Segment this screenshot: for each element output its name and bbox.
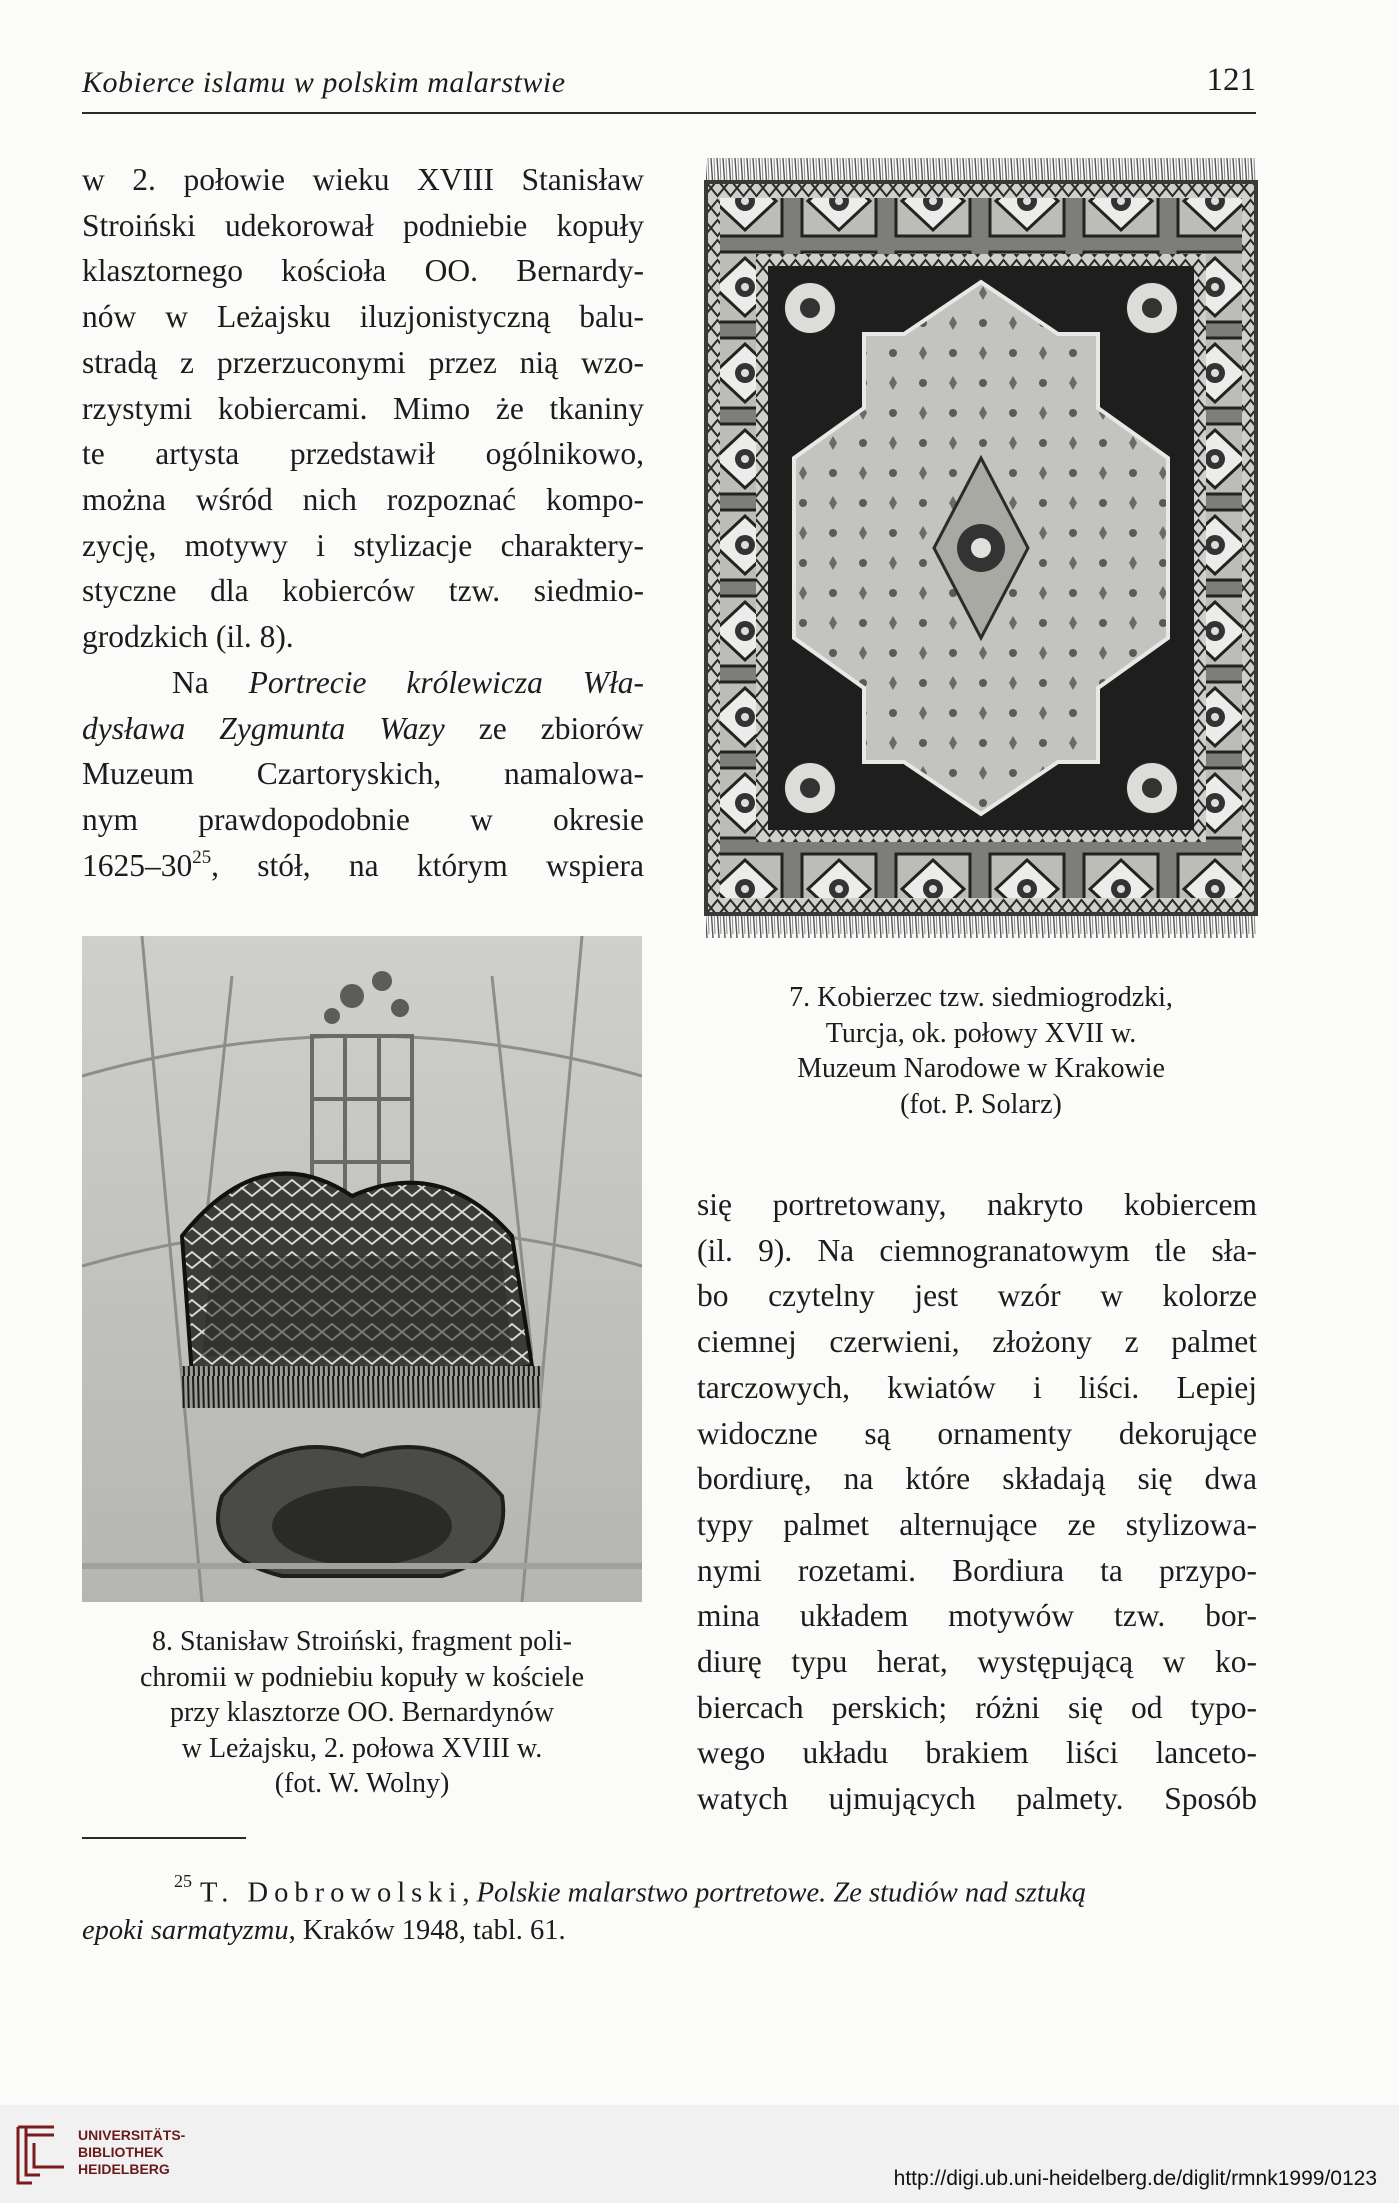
text-line: ciemnej czerwieni, złożony z palmet [697,1324,1257,1360]
running-head [82,62,1256,112]
source-url-link[interactable]: http://digi.ub.uni-heidelberg.de/diglit/rmnk1999/0123 [893,2167,1377,2190]
library-name [78,2127,185,2178]
footnote-ref[interactable]: 25 [192,846,212,868]
caption-line: Muzeum Narodowe w Krakowie [797,1053,1165,1084]
caption-line: (fot. P. Solarz) [900,1088,1062,1120]
page-number: 121 [1206,62,1256,98]
running-title: Kobierce islamu w polskim malarstwie [82,66,566,99]
footnote-rule [82,1837,246,1839]
text-line: biercach perskich; różni się od typo- [697,1689,1257,1725]
carpet-illustration [698,158,1264,938]
text-line: zycję, motywy i stylizacje charaktery- [82,527,644,563]
text-line: (il. 9). Na ciemnogranatowym tle sła- [697,1232,1257,1268]
text-line: nym prawdopodobnie w okresie [82,802,644,838]
text-line: można wśród nich rozpoznać kompo- [82,481,644,517]
text-line: w 2. połowie wieku XVIII Stanisław [82,162,644,197]
text-line: nymi rozetami. Bordiura ta przypo- [697,1552,1257,1588]
text-run: Na [172,665,249,700]
artwork-title: Portrecie królewicza Wła- [248,665,644,700]
ceiling-illustration [82,936,642,1602]
footnote: $^{25}$ T. Dobrowolski, Polskie malarstwo portretowe. Ze studiów nad sztuką epoki sarmatyzmu, Kraków 1948, tabl. 61. [82,1871,1086,1947]
library-line: BIBLIOTHEK [78,2144,164,2160]
figure-7-caption [698,980,1264,1122]
caption-line: Turcja, ok. połowy XVII w. [825,1017,1137,1049]
footnote-author: T. Dobrowolski [200,1877,463,1909]
artwork-title: dysława Zygmunta Wazy [82,710,445,746]
text-line [82,660,644,706]
paragraph-1 [82,157,644,660]
caption-line: chromii w podniebiu kopuły w kościele [139,1661,585,1693]
text-line: watych ujmujących palmety. Sposób [697,1781,1257,1817]
text-line: nów w Leżajsku iluzjonistyczną balu- [82,299,644,335]
text-run: 1625–30 [82,847,193,883]
text-line: typy palmet alternujące ze stylizowa- [697,1506,1257,1542]
text-line: Muzeum Czartoryskich, namalowa- [82,756,644,792]
paragraph-2 [82,660,644,889]
text-line: grodzkich (il. 8). [82,619,294,655]
caption-line: (fot. W. Wolny) [274,1768,450,1799]
text-line: mina układem motywów tzw. bor- [697,1598,1257,1634]
text-line: bordiurę, na które składają się dwa [697,1461,1257,1497]
text-run: , stół, na którym wspiera [211,847,644,883]
library-line: HEIDELBERG [78,2161,170,2177]
text-line: rzystymi kobiercami. Mimo że tkaniny [82,390,644,426]
figure-8-caption [82,1624,642,1802]
footnote-number: 25 [174,1871,192,1891]
text-line [82,843,644,889]
library-line: UNIVERSITÄTS- [78,2127,186,2143]
library-logo-icon[interactable] [14,2119,70,2194]
footnote-title: Polskie malarstwo portretowe. Ze studiów nad sztuką [476,1877,1086,1909]
footnote-rest: , Kraków 1948, tabl. 61. [288,1915,566,1947]
text-line: wego układu brakiem liści lanceto- [697,1735,1257,1771]
ceiling-photo [82,936,642,1602]
caption-line: 7. Kobierzec tzw. siedmiogrodzki, [789,982,1173,1013]
text-line [82,706,644,752]
text-line: tarczowych, kwiatów i liści. Lepiej [697,1369,1257,1405]
header-rule [82,112,1256,114]
caption-line: przy klasztorze OO. Bernardynów [169,1697,555,1728]
text-line: styczne dla kobierców tzw. siedmio- [82,573,644,609]
text-line: bo czytelny jest wzór w kolorze [697,1278,1257,1314]
text-line: Stroiński udekorował podniebie kopuły [82,207,644,243]
text-line: stradą z przerzuconymi przez nią wzo- [82,344,644,380]
text-line: się portretowany, nakryto kobiercem [697,1187,1257,1222]
caption-line: 8. Stanisław Stroiński, fragment poli- [152,1626,572,1657]
paragraph-3 [697,1182,1257,1822]
text-line: widoczne są ornamenty dekorujące [697,1415,1257,1451]
carpet-photo [698,158,1264,938]
footer-bar [0,2105,1399,2203]
text-run: ze zbiorów [444,710,644,746]
caption-line: w Leżajsku, 2. połowa XVIII w. [181,1732,543,1764]
text-line: klasztornego kościoła OO. Bernardy- [82,253,644,289]
text-line: diurę typu herat, występującą w ko- [697,1644,1257,1680]
text-line: te artysta przedstawił ogólnikowo, [82,436,644,472]
footnote-title: epoki sarmatyzmu [82,1915,289,1947]
